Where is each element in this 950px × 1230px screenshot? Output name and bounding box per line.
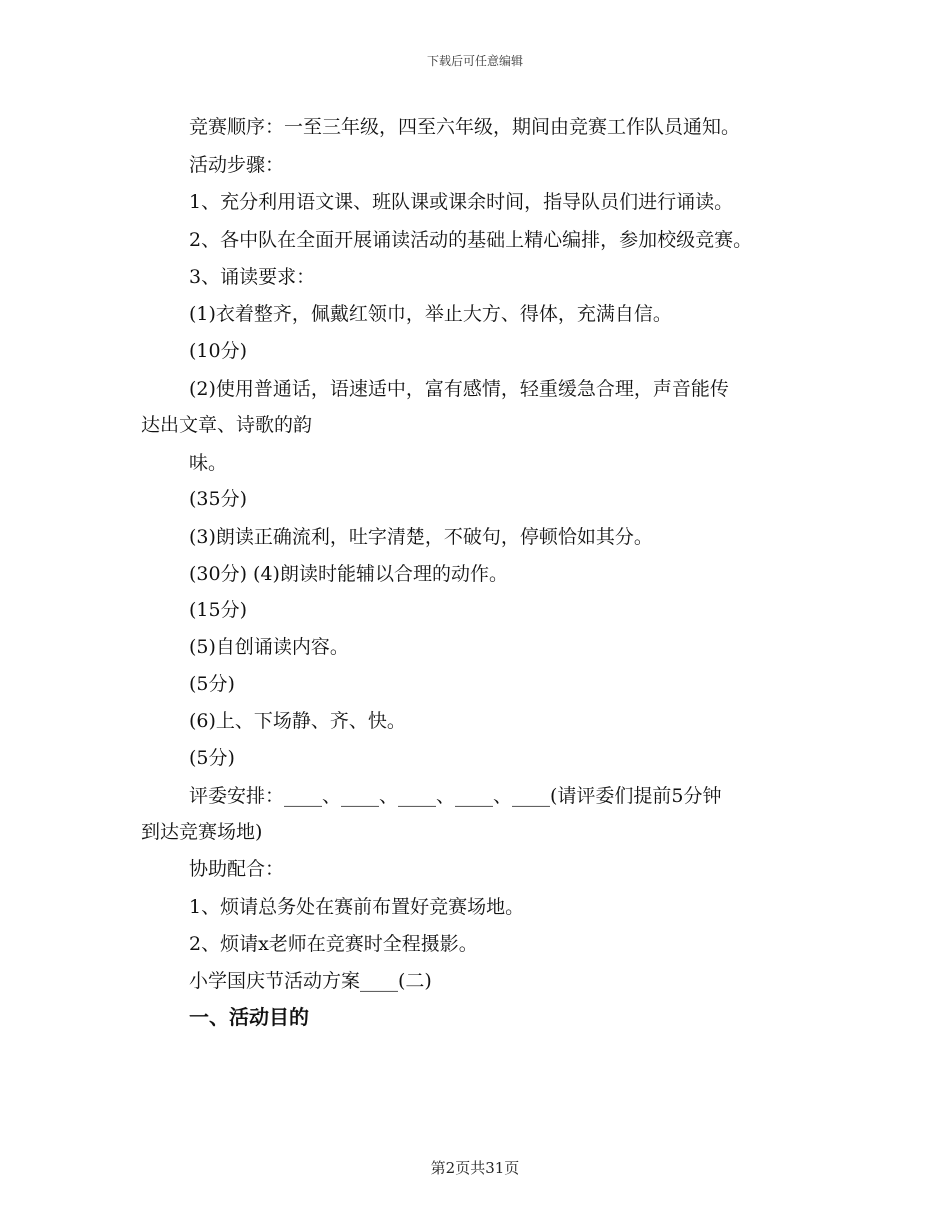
score-requirement-3-and-requirement-4: (30分) (4)朗读时能辅以合理的动作。 [189, 563, 508, 585]
requirement-1: (1)衣着整齐，佩戴红领巾，举止大方、得体，充满自信。 [189, 303, 672, 325]
score-requirement-6: (5分) [189, 747, 235, 769]
score-requirement-5: (5分) [189, 673, 235, 695]
requirement-6: (6)上、下场静、齐、快。 [189, 710, 406, 732]
page-footer: 第2页共31页 [430, 1159, 520, 1177]
list-item-step-1: 1、充分利用语文课、班队课或课余时间，指导队员们进行诵读。 [189, 191, 734, 213]
assistance-heading: 协助配合： [189, 858, 285, 880]
requirement-5: (5)自创诵读内容。 [189, 636, 349, 658]
score-requirement-4: (15分) [189, 599, 248, 621]
requirement-2: (2)使用普通话，语速适中，富有感情，轻重缓急合理，声音能传 [189, 378, 729, 400]
section-title-plan-two: 小学国庆节活动方案____(二) [189, 970, 432, 992]
list-item-step-3: 3、诵读要求： [189, 266, 316, 288]
page-header: 下载后可任意编辑 [426, 54, 523, 68]
judges-arrangement-continued: 到达竞赛场地) [141, 821, 263, 843]
score-requirement-2: (35分) [189, 488, 248, 510]
requirement-2-continued: 达出文章、诗歌的韵 [141, 414, 313, 436]
score-requirement-1: (10分) [189, 340, 248, 362]
paragraph-activity-steps: 活动步骤： [189, 154, 285, 176]
list-item-step-2: 2、各中队在全面开展诵读活动的基础上精心编排，参加校级竞赛。 [189, 229, 753, 251]
requirement-3: (3)朗读正确流利，吐字清楚，不破句，停顿恰如其分。 [189, 526, 653, 548]
section-heading-activity-purpose: 一、活动目的 [189, 1005, 309, 1029]
paragraph-competition-order: 竞赛顺序：一至三年级，四至六年级，期间由竞赛工作队员通知。 [189, 116, 741, 138]
assistance-item-1: 1、烦请总务处在赛前布置好竞赛场地。 [189, 896, 525, 918]
assistance-item-2: 2、烦请x老师在竞赛时全程摄影。 [189, 933, 478, 955]
judges-arrangement: 评委安排：____、____、____、____、____(请评委们提前5分钟 [189, 785, 722, 807]
requirement-2-end: 味。 [189, 452, 228, 474]
